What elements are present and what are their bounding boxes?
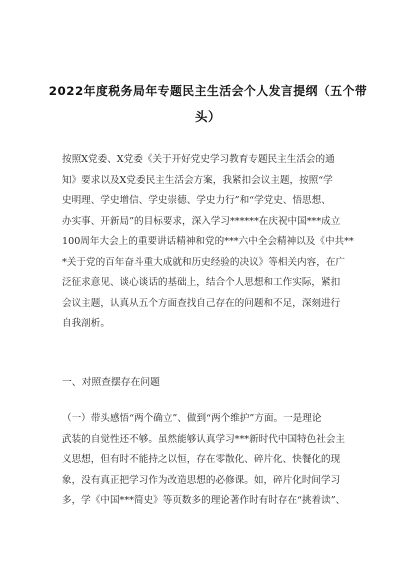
title-line-2: 头） bbox=[194, 109, 221, 124]
section-line: 武装的自觉性还不够。虽然能够认真学习***新时代中国特色社会主 bbox=[62, 433, 346, 445]
intro-line: 办实事、开新局”的目标要求，深入学习******在庆祝中国***成立 bbox=[62, 215, 341, 227]
intro-line: 按照X党委、X党委《关于开好党史学习教育专题民主生活会的通 bbox=[62, 154, 335, 165]
title-line-1: 2022年度税务局年专题民主生活会个人发言提纲（五个带 bbox=[48, 84, 368, 98]
intro-line: 知》要求以及X党委民主生活会方案，我紧扣会议主题，按照“学 bbox=[62, 174, 333, 186]
section-line: 义思想，但有时不能持之以恒，存在零散化、碎片化、快餐化的现 bbox=[62, 454, 341, 465]
section-line: （一）带头感悟“两个确立”、做到“两个维护”方面。一是理论 bbox=[62, 413, 322, 424]
intro-line: *关于党的百年奋斗重大成就和历史经验的决议》等相关内容，在广 bbox=[62, 256, 346, 268]
intro-line: 史明理、学史增信、学史崇德、学史力行”和“学党史、悟思想、 bbox=[62, 195, 331, 206]
section-line: 多，学《中国***简史》等页数多的理论著作时有时存在“挑着读”、 bbox=[62, 495, 346, 506]
document-title bbox=[48, 78, 368, 130]
intro-line: 会议主题，认真从五个方面查找自己存在的问题和不足，深刻进行 bbox=[62, 297, 341, 309]
intro-paragraph bbox=[62, 150, 354, 335]
intro-line: 100周年大会上的重要讲话精神和党的***六中全会精神以及《中共** bbox=[62, 236, 354, 247]
section-line: 象，没有真正把学习作为改造思想的必修课。如，碎片化时间学习 bbox=[62, 474, 341, 486]
section-heading: 一、对照查摆存在问题 bbox=[62, 377, 160, 388]
section-paragraph bbox=[62, 409, 354, 512]
intro-line: 泛征求意见、谈心谈话的基础上，结合个人思想和工作实际，紧扣 bbox=[62, 277, 341, 288]
intro-line: 自我剖析。 bbox=[62, 318, 110, 329]
